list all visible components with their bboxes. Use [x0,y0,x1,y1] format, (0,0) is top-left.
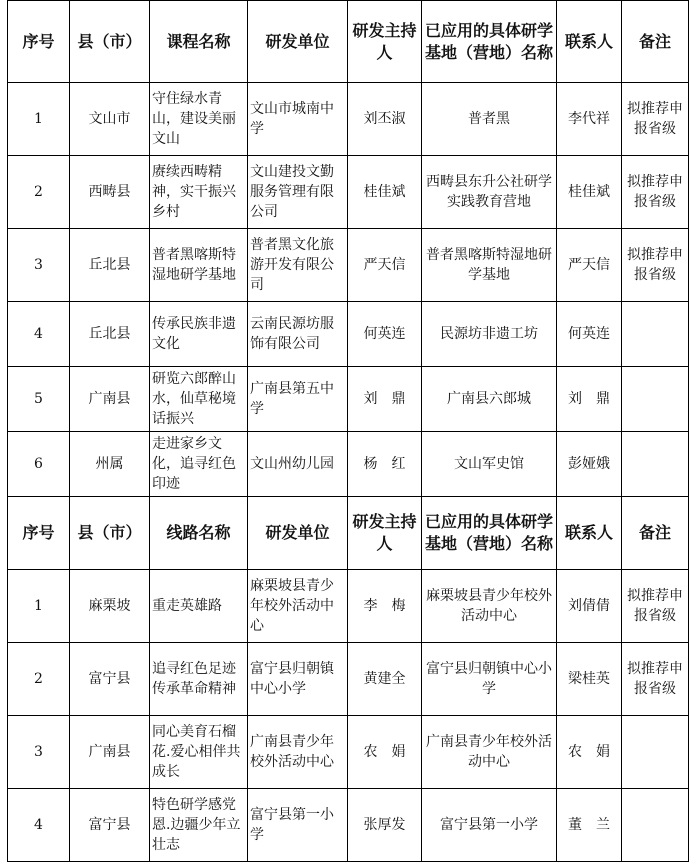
course-table-row [8,83,689,156]
route-table-header-unit: 研发单位 [248,497,348,570]
serial-no-cell: 4 [8,789,70,862]
host-cell: 桂佳斌 [348,156,422,229]
unit-cell: 普者黑文化旅游开发有限公司 [248,229,348,302]
unit-cell: 文山州幼儿园 [248,432,348,497]
contact-cell: 桂佳斌 [557,156,622,229]
serial-no-cell: 3 [8,229,70,302]
county-cell: 文山市 [70,83,150,156]
course-table-row [8,302,689,367]
serial-no-cell: 2 [8,156,70,229]
host-cell: 杨 红 [348,432,422,497]
contact-cell: 严天信 [557,229,622,302]
county-cell: 州属 [70,432,150,497]
contact-cell: 农 娟 [557,716,622,789]
name-cell: 特色研学感党恩.边疆少年立壮志 [150,789,248,862]
note-cell: 拟推荐申报省级 [622,83,689,156]
county-cell: 麻栗坡 [70,570,150,643]
host-cell: 何英连 [348,302,422,367]
note-cell [622,432,689,497]
base-cell: 民源坊非遗工坊 [422,302,557,367]
route-table-header-contact: 联系人 [557,497,622,570]
course-table-header-base: 已应用的具体研学基地（营地）名称 [422,1,557,83]
county-cell: 丘北县 [70,302,150,367]
course-table-header-no: 序号 [8,1,70,83]
course-table-header-host: 研发主持人 [348,1,422,83]
note-cell: 拟推荐申报省级 [622,229,689,302]
note-cell [622,367,689,432]
name-cell: 同心美育石榴花.爱心相伴共成长 [150,716,248,789]
unit-cell: 文山市城南中学 [248,83,348,156]
unit-cell: 广南县青少年校外活动中心 [248,716,348,789]
contact-cell: 梁桂英 [557,643,622,716]
name-cell: 重走英雄路 [150,570,248,643]
course-table-row [8,229,689,302]
name-cell: 传承民族非遗文化 [150,302,248,367]
course-table [7,0,689,862]
county-cell: 西畴县 [70,156,150,229]
note-cell: 拟推荐申报省级 [622,570,689,643]
host-cell: 张厚发 [348,789,422,862]
contact-cell: 彭娅娥 [557,432,622,497]
route-table-header-name: 线路名称 [150,497,248,570]
contact-cell: 董 兰 [557,789,622,862]
name-cell: 赓续西畴精神，实干振兴乡村 [150,156,248,229]
base-cell: 文山军史馆 [422,432,557,497]
unit-cell: 富宁县归朝镇中心小学 [248,643,348,716]
contact-cell: 何英连 [557,302,622,367]
note-cell [622,302,689,367]
host-cell: 李 梅 [348,570,422,643]
contact-cell: 刘 鼎 [557,367,622,432]
course-table-header-row [8,1,689,83]
serial-no-cell: 1 [8,83,70,156]
base-cell: 麻栗坡县青少年校外活动中心 [422,570,557,643]
host-cell: 严天信 [348,229,422,302]
name-cell: 走进家乡文化，追寻红色印迹 [150,432,248,497]
unit-cell: 麻栗坡县青少年校外活动中心 [248,570,348,643]
name-cell: 追寻红色足迹 传承革命精神 [150,643,248,716]
base-cell: 富宁县归朝镇中心小学 [422,643,557,716]
course-table-row [8,432,689,497]
base-cell: 富宁县第一小学 [422,789,557,862]
course-table-header-county: 县（市） [70,1,150,83]
county-cell: 丘北县 [70,229,150,302]
course-table-header-note: 备注 [622,1,689,83]
course-table-header-contact: 联系人 [557,1,622,83]
route-table-header-note: 备注 [622,497,689,570]
route-table-header-county: 县（市） [70,497,150,570]
county-cell: 富宁县 [70,643,150,716]
host-cell: 刘 鼎 [348,367,422,432]
course-table-row [8,367,689,432]
host-cell: 黄建全 [348,643,422,716]
base-cell: 广南县青少年校外活动中心 [422,716,557,789]
serial-no-cell: 6 [8,432,70,497]
base-cell: 普者黑喀斯特湿地研学基地 [422,229,557,302]
county-cell: 广南县 [70,716,150,789]
serial-no-cell: 2 [8,643,70,716]
name-cell: 研览六郎醉山水，仙草秘境话振兴 [150,367,248,432]
route-table-row [8,643,689,716]
unit-cell: 云南民源坊服饰有限公司 [248,302,348,367]
name-cell: 守住绿水青山，建设美丽文山 [150,83,248,156]
serial-no-cell: 4 [8,302,70,367]
base-cell: 西畴县东升公社研学实践教育营地 [422,156,557,229]
serial-no-cell: 1 [8,570,70,643]
base-cell: 普者黑 [422,83,557,156]
route-table-header-no: 序号 [8,497,70,570]
route-table-header-row [8,497,689,570]
course-table-header-unit: 研发单位 [248,1,348,83]
course-table-row [8,156,689,229]
course-table-header-name: 课程名称 [150,1,248,83]
contact-cell: 李代祥 [557,83,622,156]
route-table-header-base: 已应用的具体研学基地（营地）名称 [422,497,557,570]
contact-cell: 刘倩倩 [557,570,622,643]
note-cell [622,716,689,789]
unit-cell: 文山建投文勤服务管理有限公司 [248,156,348,229]
route-table-row [8,716,689,789]
name-cell: 普者黑喀斯特湿地研学基地 [150,229,248,302]
route-table-row [8,789,689,862]
unit-cell: 富宁县第一小学 [248,789,348,862]
note-cell: 拟推荐申报省级 [622,156,689,229]
note-cell: 拟推荐申报省级 [622,643,689,716]
host-cell: 刘丕淑 [348,83,422,156]
route-table-row [8,570,689,643]
serial-no-cell: 3 [8,716,70,789]
county-cell: 富宁县 [70,789,150,862]
note-cell [622,789,689,862]
serial-no-cell: 5 [8,367,70,432]
unit-cell: 广南县第五中学 [248,367,348,432]
county-cell: 广南县 [70,367,150,432]
base-cell: 广南县六郎城 [422,367,557,432]
route-table-header-host: 研发主持人 [348,497,422,570]
host-cell: 农 娟 [348,716,422,789]
